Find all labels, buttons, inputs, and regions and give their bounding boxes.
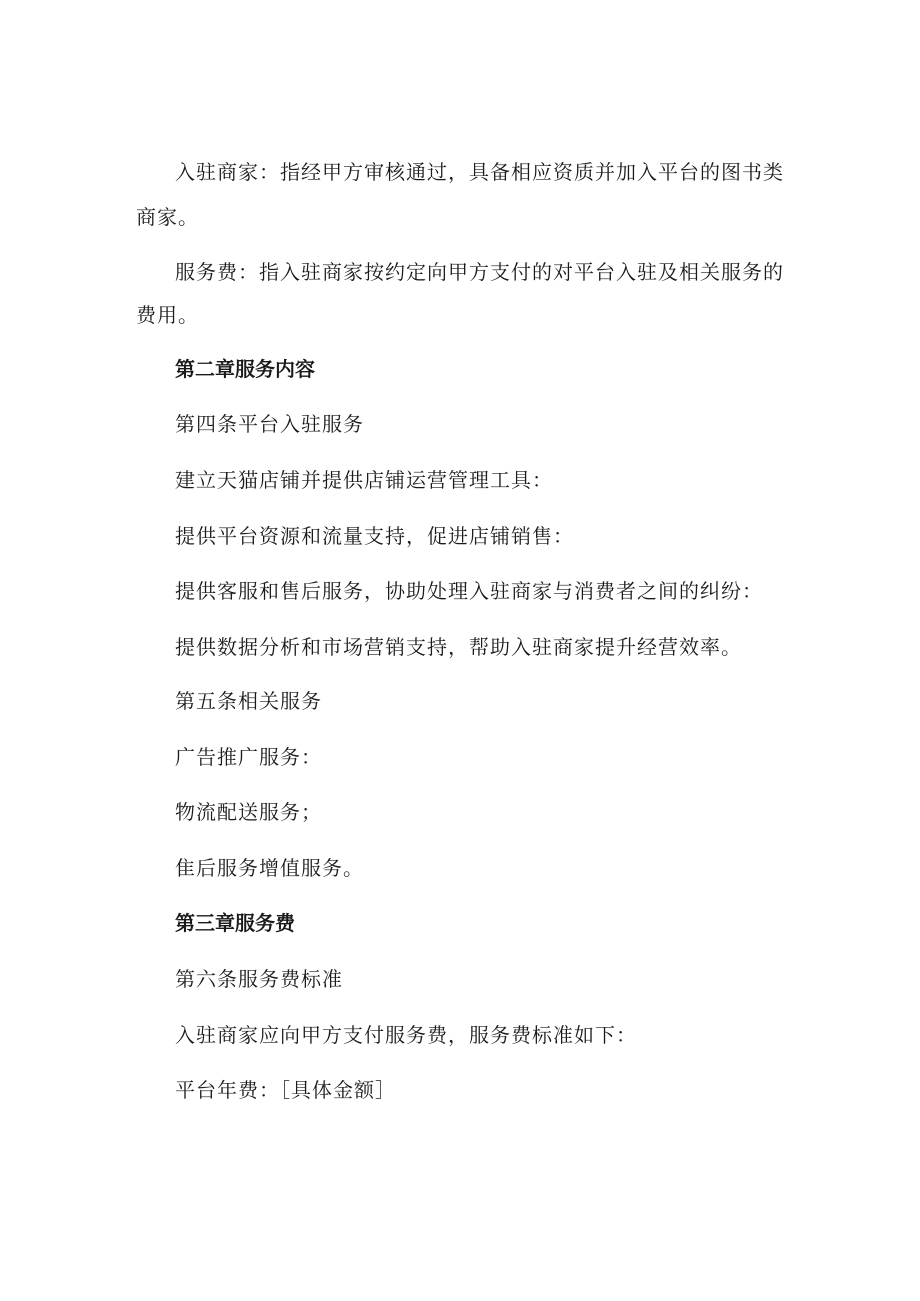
article4-item-2: 提供平台资源和流量支持，促进店铺销售： <box>175 524 574 548</box>
article6-intro: 入驻商家应向甲方支付服务费，服务费标准如下： <box>175 1023 637 1047</box>
article4-item-3: 提供客服和售后服务，协助处理入驻商家与消费者之间的纠纷： <box>175 579 763 603</box>
definition-merchant-line2: 商家。 <box>136 205 199 229</box>
article5-title: 第五条相关服务 <box>175 689 322 713</box>
chapter3-heading: 第三章服务费 <box>175 911 295 935</box>
article5-item-1: 广告推广服务： <box>175 745 322 769</box>
article4-item-4: 提供数据分析和市场营销支持，帮助入驻商家提升经营效率。 <box>175 635 742 659</box>
annual-fee-line: 平台年费：［具体金额］ <box>175 1078 396 1102</box>
definition-merchant-line1: 入驻商家：指经甲方审核通过，具备相应资质并加入平台的图书类 <box>175 160 784 184</box>
article4-item-1: 建立天猫店铺并提供店铺运营管理工具： <box>175 468 553 492</box>
definition-fee-line1: 服务费：指入驻商家按约定向甲方支付的对平台入驻及相关服务的 <box>175 260 784 284</box>
article4-title: 第四条平台入驻服务 <box>175 412 364 436</box>
article5-item-3: 隹后服务增值服务。 <box>175 856 364 880</box>
article5-item-2: 物流配送服务； <box>175 800 322 824</box>
article6-title: 第六条服务费标准 <box>175 967 343 991</box>
definition-fee-line2: 费用。 <box>136 303 199 327</box>
chapter2-heading: 第二章服务内容 <box>175 357 315 381</box>
